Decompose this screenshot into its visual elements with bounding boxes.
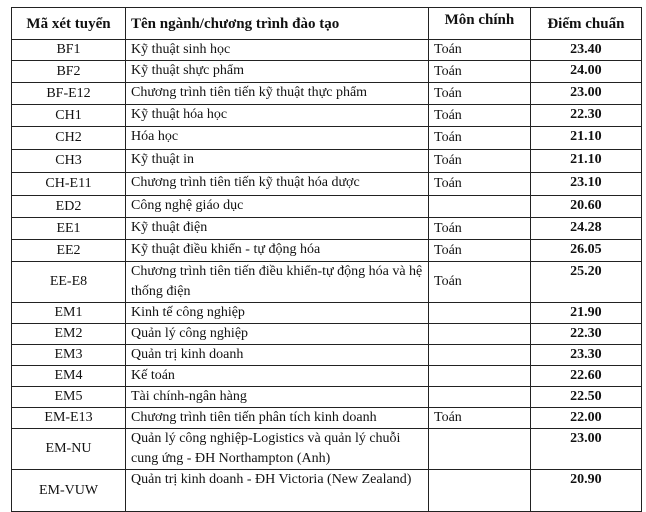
table-row: [12, 218, 642, 240]
name-cell: Hóa học: [126, 127, 429, 150]
code-cell: EM2: [12, 324, 126, 345]
code-cell: EM-NU: [12, 429, 126, 470]
name-cell: Kinh tế công nghiệp: [126, 303, 429, 324]
score-cell: 21.90: [530, 303, 641, 324]
code-cell: CH3: [12, 150, 126, 173]
code-cell: EM3: [12, 345, 126, 366]
name-cell: Kỹ thuật điều khiển - tự động hóa: [126, 240, 429, 262]
code-cell: EM-VUW: [12, 470, 126, 512]
subject-cell: Toán: [429, 61, 531, 83]
header-row: [12, 8, 642, 40]
table-row: [12, 324, 642, 345]
table-row: [12, 40, 642, 61]
subject-cell: Toán: [429, 240, 531, 262]
table-row: [12, 240, 642, 262]
subject-cell: [429, 324, 531, 345]
table-row: [12, 196, 642, 218]
code-cell: EE2: [12, 240, 126, 262]
name-cell: Kế toán: [126, 366, 429, 387]
subject-cell: [429, 470, 531, 512]
subject-cell: Toán: [429, 408, 531, 429]
table-row: [12, 127, 642, 150]
code-cell: EM1: [12, 303, 126, 324]
table-row: [12, 345, 642, 366]
score-cell: 20.60: [530, 196, 641, 218]
code-cell: ED2: [12, 196, 126, 218]
name-cell: Quản lý công nghiệp-Logistics và quản lý chuỗi cung ứng - ĐH Northampton (Anh): [126, 429, 429, 470]
subject-cell: [429, 196, 531, 218]
name-cell: Kỹ thuật điện: [126, 218, 429, 240]
code-cell: CH2: [12, 127, 126, 150]
table-row: [12, 303, 642, 324]
score-cell: 23.40: [530, 40, 641, 61]
name-cell: Chương trình tiên tiến điều khiển-tự động hóa và hệ thống điện: [126, 262, 429, 303]
code-cell: BF1: [12, 40, 126, 61]
score-cell: 23.30: [530, 345, 641, 366]
table-row: [12, 105, 642, 127]
score-cell: 21.10: [530, 127, 641, 150]
name-cell: Kỹ thuật hóa học: [126, 105, 429, 127]
table-row: [12, 470, 642, 512]
code-cell: EE-E8: [12, 262, 126, 303]
score-cell: 23.00: [530, 429, 641, 470]
name-cell: Quản trị kinh doanh: [126, 345, 429, 366]
name-cell: Chương trình tiên tiến kỹ thuật hóa dược: [126, 173, 429, 196]
code-cell: BF2: [12, 61, 126, 83]
header-score: Điểm chuẩn: [530, 8, 641, 40]
subject-cell: Toán: [429, 105, 531, 127]
code-cell: EM4: [12, 366, 126, 387]
subject-cell: Toán: [429, 127, 531, 150]
table-row: [12, 429, 642, 470]
score-cell: 20.90: [530, 470, 641, 512]
name-cell: Chương trình tiên tiến phân tích kinh doanh: [126, 408, 429, 429]
name-cell: Tài chính-ngân hàng: [126, 387, 429, 408]
subject-cell: Toán: [429, 173, 531, 196]
score-cell: 23.00: [530, 83, 641, 105]
table-row: [12, 366, 642, 387]
table-row: [12, 83, 642, 105]
name-cell: Công nghệ giáo dục: [126, 196, 429, 218]
code-cell: CH-E11: [12, 173, 126, 196]
subject-cell: Toán: [429, 262, 531, 303]
score-cell: 24.00: [530, 61, 641, 83]
header-code: Mã xét tuyển: [12, 8, 126, 40]
score-cell: 22.50: [530, 387, 641, 408]
subject-cell: Toán: [429, 150, 531, 173]
subject-cell: Toán: [429, 40, 531, 61]
header-name: Tên ngành/chương trình đào tạo: [126, 8, 429, 40]
code-cell: EE1: [12, 218, 126, 240]
admission-scores-table: [11, 7, 642, 512]
subject-cell: Toán: [429, 218, 531, 240]
score-cell: 22.30: [530, 324, 641, 345]
name-cell: Chương trình tiên tiến kỹ thuật thực phẩm: [126, 83, 429, 105]
score-cell: 22.60: [530, 366, 641, 387]
name-cell: Quản lý công nghiệp: [126, 324, 429, 345]
table-row: [12, 150, 642, 173]
name-cell: Quản trị kinh doanh - ĐH Victoria (New Zealand): [126, 470, 429, 512]
subject-cell: [429, 345, 531, 366]
name-cell: Kỹ thuật in: [126, 150, 429, 173]
score-cell: 21.10: [530, 150, 641, 173]
subject-cell: [429, 366, 531, 387]
code-cell: CH1: [12, 105, 126, 127]
subject-cell: [429, 303, 531, 324]
score-cell: 24.28: [530, 218, 641, 240]
subject-cell: [429, 387, 531, 408]
name-cell: Kỹ thuật shực phẩm: [126, 61, 429, 83]
score-cell: 26.05: [530, 240, 641, 262]
table-row: [12, 262, 642, 303]
score-cell: 22.00: [530, 408, 641, 429]
header-subject: Môn chính: [429, 8, 531, 40]
table-row: [12, 173, 642, 196]
score-cell: 25.20: [530, 262, 641, 303]
code-cell: EM-E13: [12, 408, 126, 429]
subject-cell: Toán: [429, 83, 531, 105]
table-row: [12, 61, 642, 83]
code-cell: EM5: [12, 387, 126, 408]
subject-cell: [429, 429, 531, 470]
table-row: [12, 408, 642, 429]
score-cell: 22.30: [530, 105, 641, 127]
table-row: [12, 387, 642, 408]
name-cell: Kỹ thuật sinh học: [126, 40, 429, 61]
score-cell: 23.10: [530, 173, 641, 196]
code-cell: BF-E12: [12, 83, 126, 105]
